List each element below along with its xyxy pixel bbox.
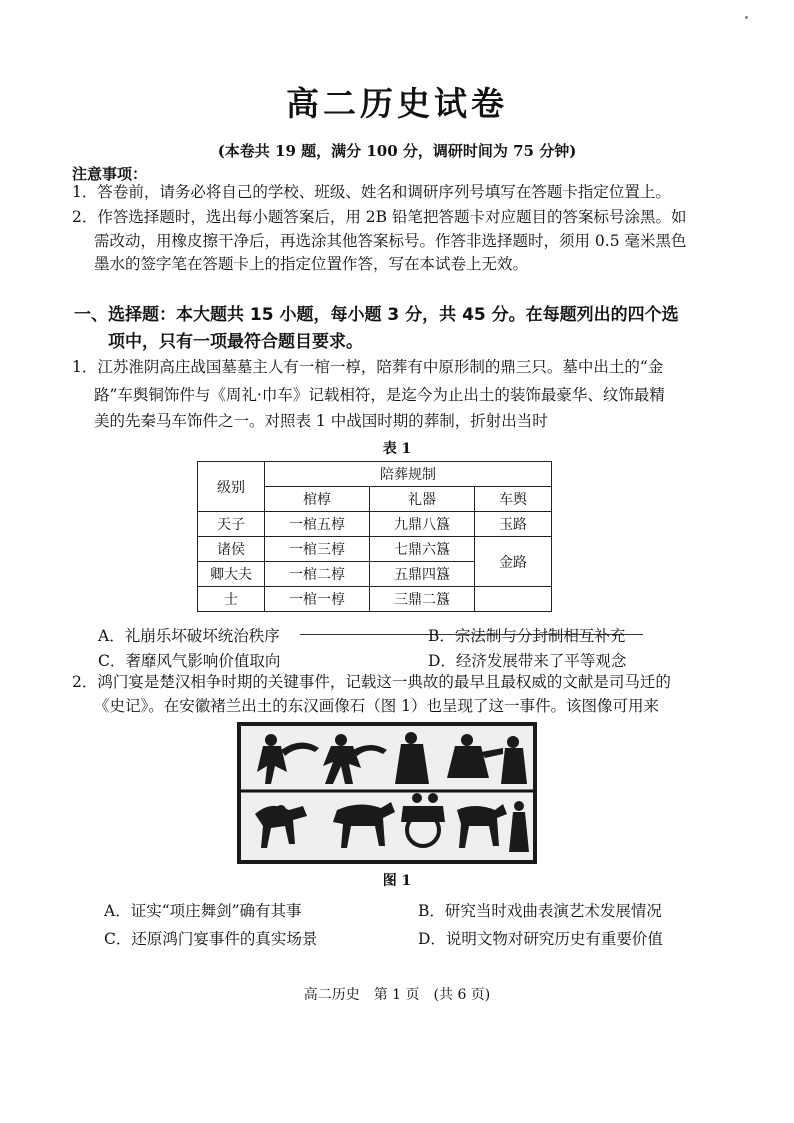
- q2-option-a: A．证实“项庄舞剑”确有其事: [104, 902, 302, 920]
- coffin-cell: 一棺三椁: [265, 537, 370, 562]
- q2-option-c: C．还原鸿门宴事件的真实场景: [104, 930, 318, 948]
- q1-stem-line-2: 路”车舆铜饰件与《周礼·巾车》记载相符，是迄今为止出土的装饰最豪华、纹饰最精: [94, 386, 665, 404]
- ritual-cell: 七鼎六簋: [370, 537, 475, 562]
- q2-option-b: B．研究当时戏曲表演艺术发展情况: [418, 902, 662, 920]
- chariot-cell-empty: [475, 587, 552, 612]
- q1-option-b: B．宗法制与分封制相互补充: [428, 627, 626, 645]
- header-burial-rules: 陪葬规制: [265, 462, 552, 487]
- header-chariot: 车舆: [475, 487, 552, 512]
- rank-cell: 卿大夫: [198, 562, 265, 587]
- notice-line-2: 2．作答选择题时，选出每小题答案后，用 2B 铅笔把答题卡对应题目的答案标号涂黑。如: [72, 208, 687, 226]
- scan-dot: [745, 16, 748, 19]
- burial-rites-table: [197, 461, 552, 612]
- table-row: [198, 512, 552, 537]
- relief-illustration: [241, 726, 533, 860]
- table-caption: 表 1: [382, 441, 412, 457]
- q1-stem-line-1: 1．江苏淮阴高庄战国墓墓主人有一棺一椁，陪葬有中原形制的鼎三只。墓中出土的“金: [72, 358, 664, 376]
- section-heading-line-2: 项中，只有一项最符合题目要求。: [108, 332, 363, 352]
- q1-option-a: A．礼崩乐坏破坏统治秩序: [98, 627, 280, 645]
- stone-relief-image: [237, 722, 537, 864]
- coffin-cell: 一棺五椁: [265, 512, 370, 537]
- page-footer: 高二历史 第 1 页 (共 6 页): [303, 987, 491, 1003]
- ritual-cell: 五鼎四簋: [370, 562, 475, 587]
- rank-cell: 天子: [198, 512, 265, 537]
- ritual-cell: 三鼎二簋: [370, 587, 475, 612]
- chariot-cell-jade: 玉路: [475, 512, 552, 537]
- notice-line-1: 1．答卷前，请务必将自己的学校、班级、姓名和调研序列号填写在答题卡指定位置上。: [72, 183, 671, 201]
- ritual-cell: 九鼎八簋: [370, 512, 475, 537]
- q2-stem-line-1: 2．鸿门宴是楚汉相争时期的关键事件，记载这一典故的最早且最权威的文献是司马迁的: [72, 673, 671, 691]
- notice-heading: 注意事项：: [72, 165, 148, 183]
- rank-cell: 士: [198, 587, 265, 612]
- notice-line-3: 需改动，用橡皮擦干净后，再选涂其他答案标号。作答非选择题时，须用 0.5 毫米黑色: [94, 232, 687, 250]
- table-row: [198, 587, 552, 612]
- section-heading-line-1: 一、选择题：本大题共 15 小题，每小题 3 分，共 45 分。在每题列出的四个选: [74, 305, 679, 325]
- rank-cell: 诸侯: [198, 537, 265, 562]
- figure-caption: 图 1: [382, 873, 412, 889]
- chariot-cell-gold: 金路: [475, 537, 552, 587]
- page-title: 高二历史试卷: [286, 84, 508, 123]
- coffin-cell: 一棺一椁: [265, 587, 370, 612]
- coffin-cell: 一棺二椁: [265, 562, 370, 587]
- q2-stem-line-2: 《史记》。在安徽褚兰出土的东汉画像石（图 1）也呈现了这一事件。该图像可用来: [94, 697, 660, 715]
- header-ritual: 礼器: [370, 487, 475, 512]
- notice-line-4: 墨水的签字笔在答题卡上的指定位置作答，写在本试卷上无效。: [94, 255, 529, 273]
- header-rank: 级别: [198, 462, 265, 512]
- q1-stem-line-3: 美的先秦马车饰件之一。对照表 1 中战国时期的葬制，折射出当时: [94, 412, 548, 430]
- header-coffin: 棺椁: [265, 487, 370, 512]
- q2-option-d: D．说明文物对研究历史有重要价值: [418, 930, 663, 948]
- q1-option-c: C．奢靡风气影响价值取向: [98, 652, 281, 670]
- q1-option-d: D．经济发展带来了平等观念: [428, 652, 627, 670]
- exam-info: (本卷共 19 题，满分 100 分，调研时间为 75 分钟): [217, 142, 577, 160]
- table-row: [198, 537, 552, 562]
